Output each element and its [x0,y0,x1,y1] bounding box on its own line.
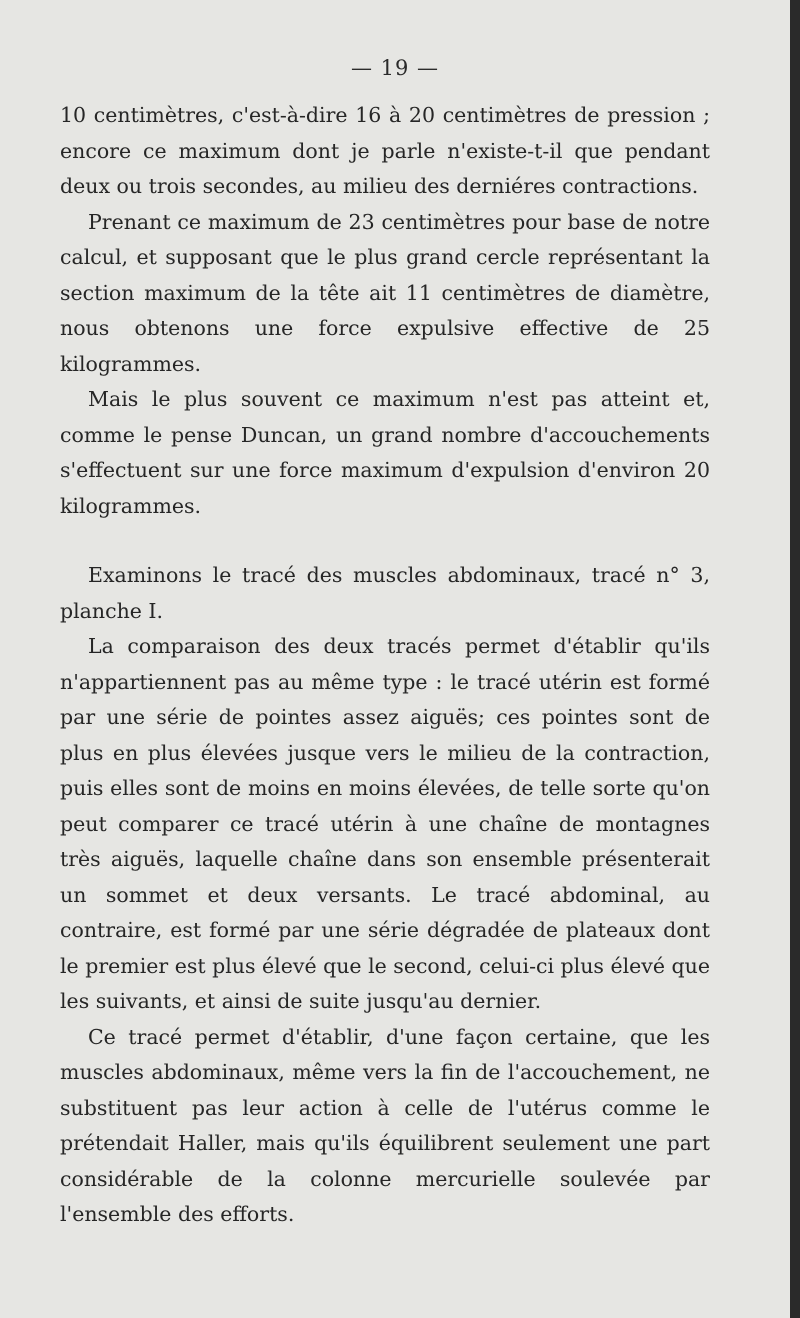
paragraph-2: Prenant ce maximum de 23 centimètres pour base de notre calcul, et supposant que le plus grand cercle représentant la section maximum de la tête ait 11 centimètres de diamètre, nous obtenons une force expulsive effective de 25 kilogrammes. [60,209,710,376]
paragraph-5: La comparaison des deux tracés permet d'établir qu'ils n'appartiennent pas au même type : le tracé utérin est formé par une série de pointes assez aiguës; ces pointes sont de plus en plus élevées jusque vers le milieu de la contraction, puis elles sont de moins en moins élevées, de telle sorte qu'on peut comparer ce tracé utérin à une chaîne de montagnes très aiguës, laquelle chaîne dans son ensemble présenterait un sommet et deux versants. Le tracé abdominal, au contraire, est formé par une série dégradée de plateaux dont le premier est plus élevé que le second, celui-ci plus élevé que les suivants, et ainsi de suite jusqu'au dernier. [60,634,710,1013]
page-number: — 19 — [350,56,440,80]
paragraph-4: Examinons le tracé des muscles abdominaux, tracé n° 3, planche I. [60,563,710,623]
paragraph-1: 10 centimètres, c'est-à-dire 16 à 20 centimètres de pression ; encore ce maximum dont je parle n'existe-t-il que pendant deux ou trois secondes, au milieu des derniéres contractions. [60,103,710,198]
paragraph-6: Ce tracé permet d'établir, d'une façon certaine, que les muscles abdominaux, même vers la fin de l'accouchement, ne substituent pas leur action à celle de l'utérus comme le prétendait Haller, mais qu'ils équilibrent seulement une part considérable de la colonne mercurielle soulevée par l'ensemble des efforts. [60,1024,710,1226]
body-text [60,98,710,1233]
paragraph-3: Mais le plus souvent ce maximum n'est pas atteint et, comme le pense Duncan, un grand nombre d'accouchements s'effectuent sur une force maximum d'expulsion d'environ 20 kilogrammes. [60,387,710,518]
